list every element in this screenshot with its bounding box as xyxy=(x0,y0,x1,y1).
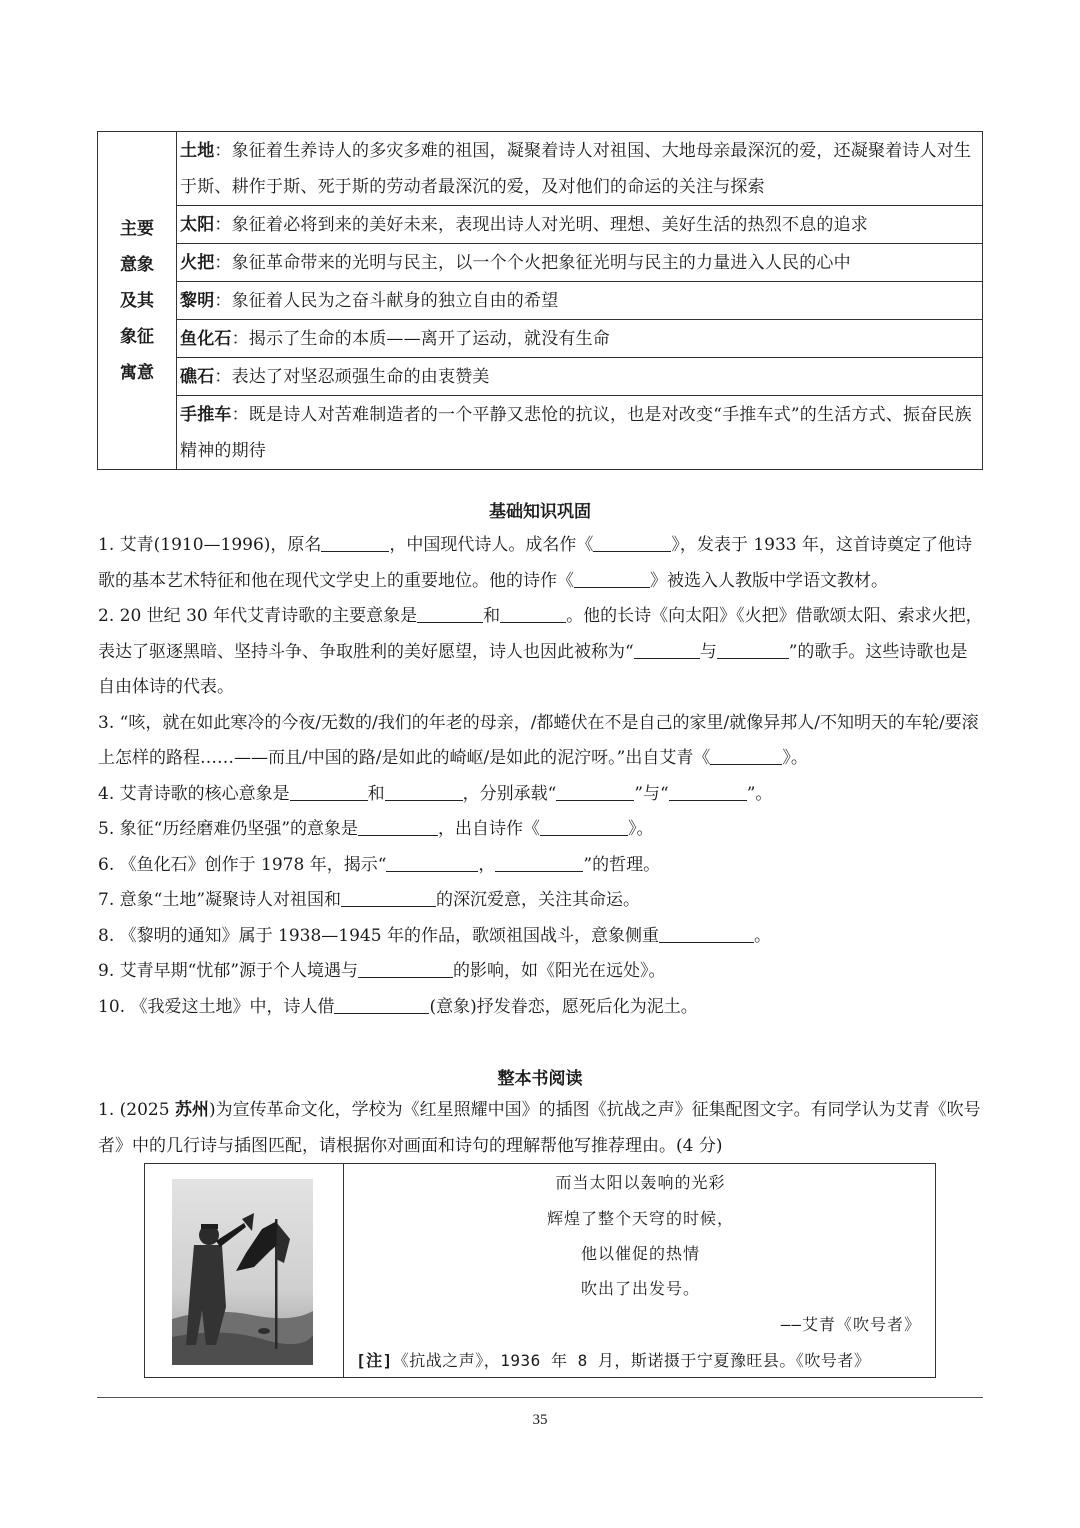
question-text: 1. 艾青(1910—1996)，原名 xyxy=(98,535,322,555)
note-text: 《抗战之声》，1936 年 8 月，斯诺摄于宁夏豫旺县。《吹号者》 xyxy=(392,1351,871,1370)
question-7 xyxy=(98,883,983,919)
question-text: 》。 xyxy=(782,748,808,768)
bugler-photo xyxy=(172,1179,313,1365)
imagery-row-sun xyxy=(177,206,983,244)
answer-blank[interactable] xyxy=(358,817,438,836)
heading-line: 象征 xyxy=(120,326,154,347)
illustration-poem-box xyxy=(144,1163,936,1378)
question-text: 5. 象征“历经磨难仍坚强”的意象是 xyxy=(98,819,359,839)
question-text: ”。 xyxy=(746,783,773,804)
poem-line: 吹出了出发号。 xyxy=(580,1279,700,1298)
question-text: ”与“ xyxy=(634,783,669,804)
answer-blank[interactable] xyxy=(334,995,429,1014)
question-1 xyxy=(98,528,983,599)
heading-line: 意象 xyxy=(120,254,154,275)
imagery-term: 土地 xyxy=(180,141,215,161)
reading-question-1 xyxy=(98,1093,983,1164)
question-2 xyxy=(98,599,983,706)
answer-blank[interactable] xyxy=(417,604,483,623)
footer-rule xyxy=(97,1397,983,1398)
imagery-meaning: ：象征着人民为之奋斗献身的独立自由的希望 xyxy=(214,291,559,311)
imagery-table-heading xyxy=(98,132,177,470)
answer-blank[interactable] xyxy=(495,853,583,872)
section-title-book-reading: 整本书阅读 xyxy=(497,1069,583,1089)
answer-blank[interactable] xyxy=(321,533,389,552)
imagery-meaning: ：象征革命带来的光明与民主，以一个个火把象征光明与民主的力量进入人民的心中 xyxy=(214,253,851,273)
question-text: 7. 意象“土地”凝聚诗人对祖国和 xyxy=(98,890,342,910)
imagery-row-wheelbarrow xyxy=(177,396,983,470)
poem-line: 而当太阳以轰响的光彩 xyxy=(555,1173,726,1192)
answer-blank[interactable] xyxy=(574,569,650,588)
imagery-meaning: ：既是诗人对苦难制造者的一个平静又悲怆的抗议，也是对改变“手推车式”的生活方式、振奋民族精神的期待 xyxy=(180,405,972,461)
answer-blank[interactable] xyxy=(386,853,478,872)
question-text: 和 xyxy=(367,783,385,804)
answer-blank[interactable] xyxy=(385,782,463,801)
answer-blank[interactable] xyxy=(540,817,628,836)
answer-blank[interactable] xyxy=(290,782,368,801)
poem-attribution: ——艾青《吹号者》 xyxy=(780,1315,921,1334)
answer-blank[interactable] xyxy=(634,640,700,659)
answer-blank[interactable] xyxy=(500,604,566,623)
question-text: 6. 《鱼化石》创作于 1978 年，揭示“ xyxy=(98,854,387,875)
question-text: 》。 xyxy=(628,819,654,839)
answer-blank[interactable] xyxy=(341,888,436,907)
question-5 xyxy=(98,812,983,848)
question-text: 与 xyxy=(699,641,717,662)
imagery-term: 礁石 xyxy=(180,367,215,387)
question-text: 1. (2025 xyxy=(98,1100,175,1120)
imagery-meaning: ：象征着生养诗人的多灾多难的祖国，凝聚着诗人对祖国、大地母亲最深沉的爱，还凝聚着诗人对生于斯、耕作于斯、死于斯的劳动者最深沉的爱，及对他们的命运的关注与探索 xyxy=(180,141,972,197)
question-text: 》，发表于 1933 年，这首诗奠定了他诗歌的基本艺术特征和他在现代文学史上的重要地位。他的诗作《 xyxy=(98,535,972,591)
answer-blank[interactable] xyxy=(358,959,453,978)
imagery-term: 太阳 xyxy=(180,215,215,235)
question-text: 》被选入人教版中学语文教材。 xyxy=(650,570,888,591)
answer-blank[interactable] xyxy=(717,640,789,659)
question-text: 。 xyxy=(753,925,771,946)
question-text: 9. 艾青早期“忧郁”源于个人境遇与 xyxy=(98,961,359,981)
question-text: 的影响，如《阳光在远处》。 xyxy=(453,961,666,981)
question-text: ， xyxy=(478,854,496,875)
question-text: ，分别承载“ xyxy=(462,783,557,804)
poem-line: 辉煌了整个天穹的时候， xyxy=(546,1209,734,1228)
imagery-row-torch xyxy=(177,244,983,282)
imagery-term: 火把 xyxy=(180,253,215,273)
question-text: ”的哲理。 xyxy=(583,854,661,875)
question-text: 10. 《我爱这土地》中，诗人借 xyxy=(98,996,335,1017)
photo-note xyxy=(356,1348,870,1371)
answer-blank[interactable] xyxy=(669,782,747,801)
question-10 xyxy=(98,990,983,1026)
imagery-meaning: ：揭示了生命的本质——离开了运动，就没有生命 xyxy=(231,329,611,349)
question-text: 4. 艾青诗歌的核心意象是 xyxy=(98,783,290,804)
heading-line: 主要 xyxy=(120,218,154,239)
question-text: 8. 《黎明的通知》属于 1938—1945 年的作品，歌颂祖国战斗，意象侧重 xyxy=(98,925,659,946)
imagery-term: 鱼化石 xyxy=(180,329,232,349)
imagery-row-land xyxy=(177,132,983,206)
imagery-meaning: ：表达了对坚忍顽强生命的由衷赞美 xyxy=(214,367,490,387)
question-text: 的深沉爱意，关注其命运。 xyxy=(436,890,641,910)
heading-line: 寓意 xyxy=(120,362,154,383)
answer-blank[interactable] xyxy=(556,782,634,801)
section-title-basics: 基础知识巩固 xyxy=(489,502,591,522)
question-text: ”的歌手。这些诗歌也是自由体诗的代表。 xyxy=(98,641,968,697)
question-3 xyxy=(98,706,983,777)
note-label: [注] xyxy=(356,1351,393,1370)
question-4 xyxy=(98,777,983,813)
question-6 xyxy=(98,848,983,884)
imagery-term: 黎明 xyxy=(180,291,215,311)
question-9 xyxy=(98,954,983,990)
question-text: 2. 20 世纪 30 年代艾青诗歌的主要意象是 xyxy=(98,606,418,626)
answer-blank[interactable] xyxy=(659,924,754,943)
imagery-table xyxy=(97,131,983,470)
page-number: 35 xyxy=(532,1412,548,1428)
imagery-row-fish-fossil xyxy=(177,320,983,358)
poem-line: 他以催促的热情 xyxy=(580,1244,700,1263)
question-text: ，中国现代诗人。成名作《 xyxy=(389,535,594,555)
heading-line: 及其 xyxy=(120,290,154,311)
imagery-row-reef xyxy=(177,358,983,396)
answer-blank[interactable] xyxy=(593,533,671,552)
question-text: )为宣传革命文化，学校为《红星照耀中国》的插图《抗战之声》征集配图文字。有同学认为艾青《吹号者》中的几行诗与插图匹配，请根据你对画面和诗句的理解帮他写推荐理由。(4 分) xyxy=(98,1100,981,1156)
exam-source: 苏州 xyxy=(174,1100,209,1120)
question-text: 3. “咳，就在如此寒冷的今夜/无数的/我们的年老的母亲，/都蜷伏在不是自己的家里/就像异邦人/不知明天的车轮/要滚上怎样的路程……——而且/中国的路/是如此的崎岖/是如此的泥泞呀。”出自艾青《 xyxy=(98,712,979,768)
imagery-meaning: ：象征着必将到来的美好未来，表现出诗人对光明、理想、美好生活的热烈不息的追求 xyxy=(214,215,869,235)
question-text: 。他的长诗《向太阳》《火把》借歌颂太阳、索求火把，表达了驱逐黑暗、坚持斗争、争取胜利的美好愿望，诗人也因此被称为“ xyxy=(98,606,983,662)
reading-question xyxy=(98,1093,983,1164)
box-divider xyxy=(343,1164,344,1377)
answer-blank[interactable] xyxy=(710,746,782,765)
question-list xyxy=(98,528,983,1025)
question-text: ，出自诗作《 xyxy=(438,819,541,839)
question-8 xyxy=(98,919,983,955)
question-text: (意象)抒发眷恋，愿死后化为泥土。 xyxy=(429,996,698,1017)
imagery-row-dawn xyxy=(177,282,983,320)
question-text: 和 xyxy=(483,606,501,626)
imagery-term: 手推车 xyxy=(180,405,232,425)
